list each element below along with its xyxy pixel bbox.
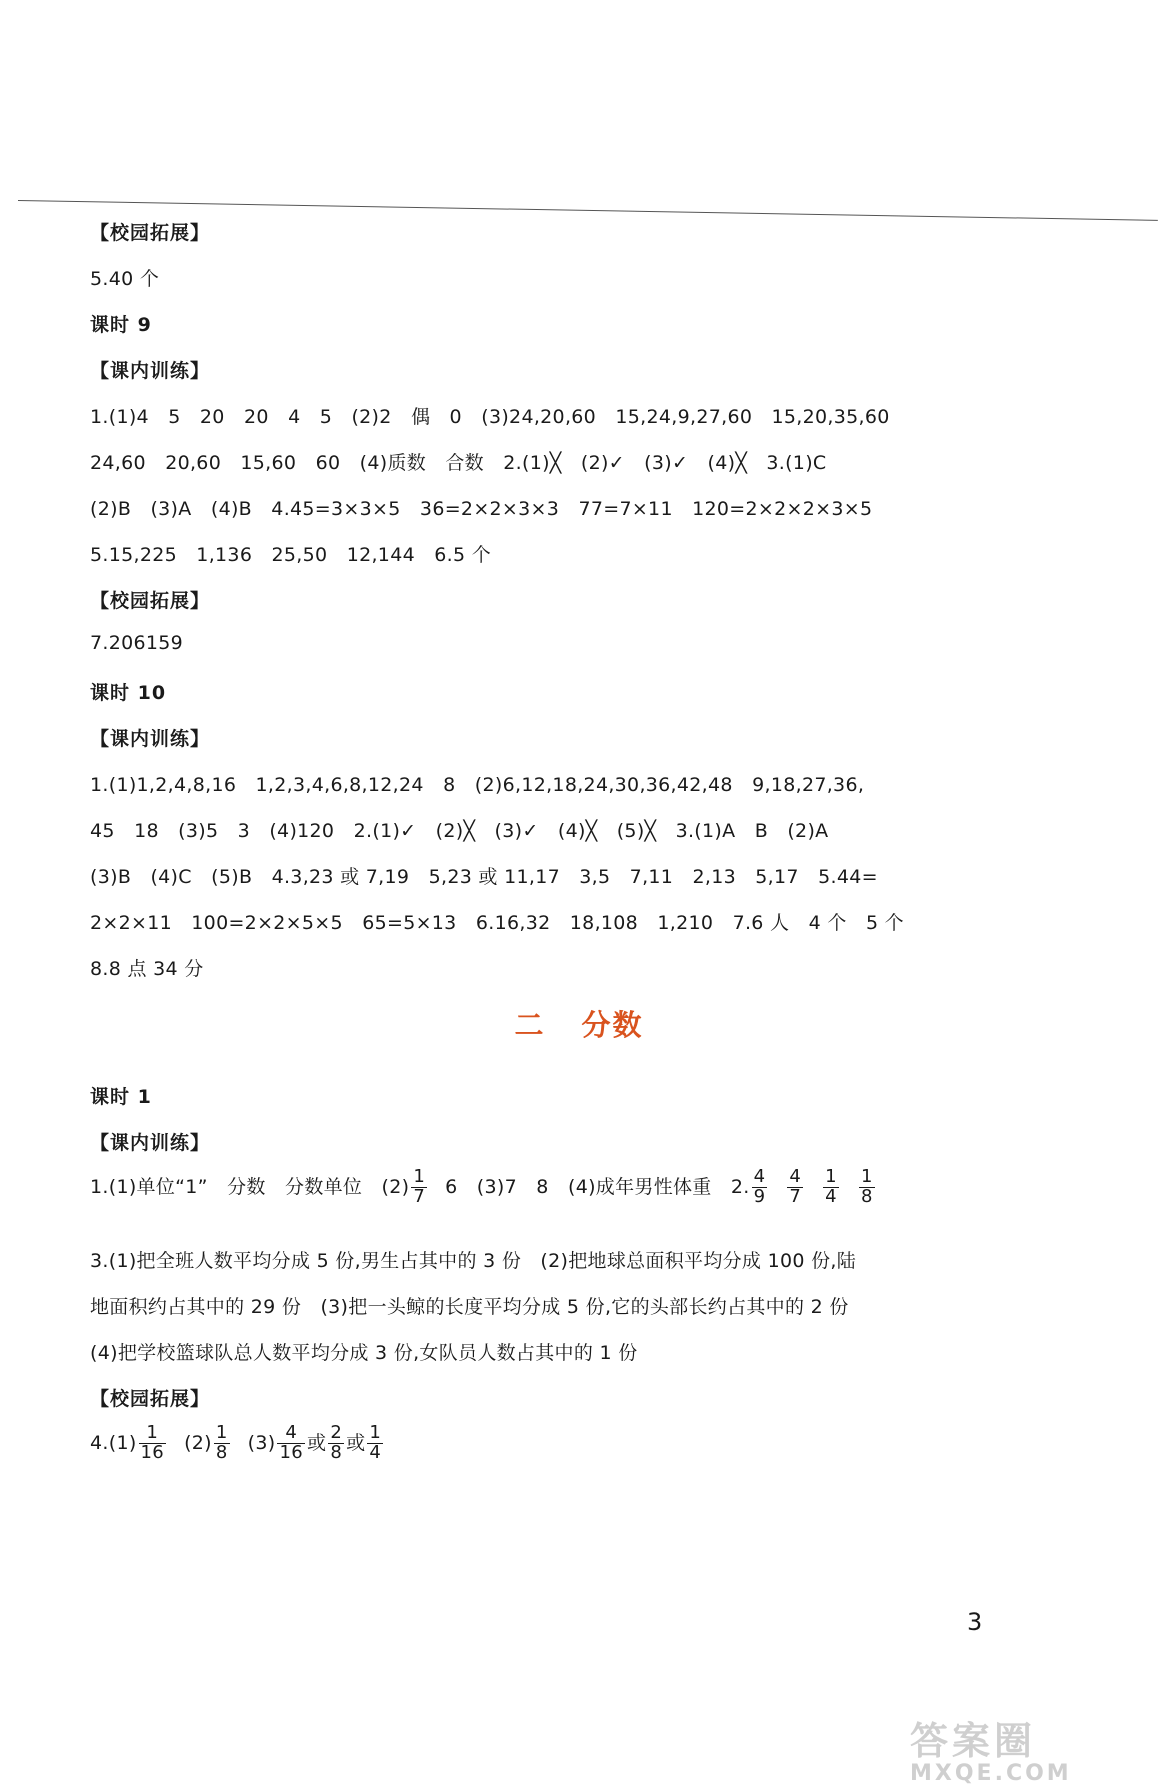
fraction-denominator: 8 [860, 1185, 873, 1207]
answer-line: 2×2×11 100=2×2×5×5 65=5×13 6.16,32 18,108 1,210 7.6 人 4 个 5 个 [90, 912, 904, 934]
fraction-denominator: 7 [413, 1185, 426, 1207]
page-number: 3 [967, 1608, 983, 1636]
section-header-inclass: 【课内训练】 [90, 360, 211, 382]
watermark-url: MXQE.COM [910, 1761, 1072, 1786]
fraction-numerator: 2 [330, 1422, 343, 1443]
answer-line-fractions [90, 1168, 877, 1207]
section-header-inclass: 【课内训练】 [90, 728, 211, 750]
fraction [411, 1168, 427, 1207]
fraction [277, 1424, 305, 1463]
answer-line-fractions [90, 1424, 385, 1463]
fraction-numerator: 1 [413, 1166, 426, 1187]
answer-line: (2)B (3)A (4)B 4.45=3×3×5 36=2×2×3×3 77=7×11 120=2×2×2×3×5 [90, 498, 873, 520]
fraction [823, 1168, 839, 1207]
section-header-inclass: 【课内训练】 [90, 1132, 211, 1154]
answer-line: 8.8 点 34 分 [90, 958, 204, 980]
answer-line: (4)把学校篮球队总人数平均分成 3 份,女队员人数占其中的 1 份 [90, 1342, 638, 1364]
fraction-denominator: 7 [789, 1185, 802, 1207]
lesson-title-10: 课时 10 [90, 682, 167, 704]
fraction [787, 1168, 803, 1207]
fraction-denominator: 16 [140, 1441, 165, 1463]
answer-line: 1.(1)4 5 20 20 4 5 (2)2 偶 0 (3)24,20,60 15,24,9,27,60 15,20,35,60 [90, 406, 890, 428]
fraction-numerator: 4 [753, 1166, 766, 1187]
answer-line: 24,60 20,60 15,60 60 (4)质数 合数 2.(1)╳ (2)✓ (3)✓ (4)╳ 3.(1)C [90, 452, 827, 474]
text-segment: 或 [346, 1431, 366, 1454]
fraction [752, 1168, 768, 1207]
lesson-title-1: 课时 1 [90, 1086, 152, 1108]
fraction [139, 1424, 167, 1463]
fraction [328, 1424, 344, 1463]
fraction-denominator: 8 [330, 1441, 343, 1463]
fraction-numerator: 4 [277, 1424, 305, 1444]
answer-line: 1.(1)1,2,4,8,16 1,2,3,4,6,8,12,24 8 (2)6,12,18,24,30,36,42,48 9,18,27,36, [90, 774, 865, 796]
text-segment: 4.(1) [90, 1431, 137, 1454]
fraction-denominator: 9 [753, 1185, 766, 1207]
section-header-campus: 【校园拓展】 [90, 222, 211, 244]
fraction-numerator: 1 [369, 1422, 382, 1443]
chapter-number: 二 [514, 1008, 546, 1042]
section-header-campus: 【校园拓展】 [90, 590, 211, 612]
fraction [367, 1424, 383, 1463]
answer-line: 7.206159 [90, 632, 184, 654]
fraction-numerator: 1 [139, 1424, 167, 1444]
lesson-title-9: 课时 9 [90, 314, 152, 336]
fraction-numerator: 1 [825, 1166, 837, 1187]
text-segment: 1.(1)单位“1” 分数 分数单位 (2) [90, 1175, 410, 1198]
section-header-campus: 【校园拓展】 [90, 1388, 211, 1410]
text-segment: 6 (3)7 8 (4)成年男性体重 2. [445, 1175, 750, 1198]
answer-line: 5.40 个 [90, 268, 160, 290]
answer-line: 地面积约占其中的 29 份 (3)把一头鲸的长度平均分成 5 份,它的头部长约占其中的 2 份 [90, 1296, 849, 1318]
answer-line: 3.(1)把全班人数平均分成 5 份,男生占其中的 3 份 (2)把地球总面积平均分成 100 份,陆 [90, 1250, 857, 1272]
fraction-denominator: 4 [825, 1185, 837, 1207]
fraction-numerator: 1 [215, 1422, 228, 1443]
answer-line: (3)B (4)C (5)B 4.3,23 或 7,19 5,23 或 11,17 3,5 7,11 2,13 5,17 5.44= [90, 866, 878, 888]
fraction-denominator: 4 [369, 1441, 382, 1463]
text-segment: 或 [307, 1431, 327, 1454]
answer-line: 45 18 (3)5 3 (4)120 2.(1)✓ (2)╳ (3)✓ (4)╳ (5)╳ 3.(1)A B (2)A [90, 820, 829, 842]
watermark-logo [910, 1710, 1072, 1786]
chapter-title: 分数 [581, 1008, 644, 1042]
fraction-denominator: 16 [279, 1441, 303, 1463]
text-segment: (3) [247, 1431, 276, 1454]
text-segment: (2) [184, 1431, 212, 1454]
watermark-text: 答案圈 [910, 1719, 1037, 1763]
fraction-numerator: 1 [860, 1166, 873, 1187]
fraction-denominator: 8 [215, 1441, 228, 1463]
fraction [214, 1424, 230, 1463]
answer-line: 5.15,225 1,136 25,50 12,144 6.5 个 [90, 544, 492, 566]
fraction [859, 1168, 875, 1207]
fraction-numerator: 4 [789, 1166, 802, 1187]
chapter-heading [0, 1003, 1158, 1044]
